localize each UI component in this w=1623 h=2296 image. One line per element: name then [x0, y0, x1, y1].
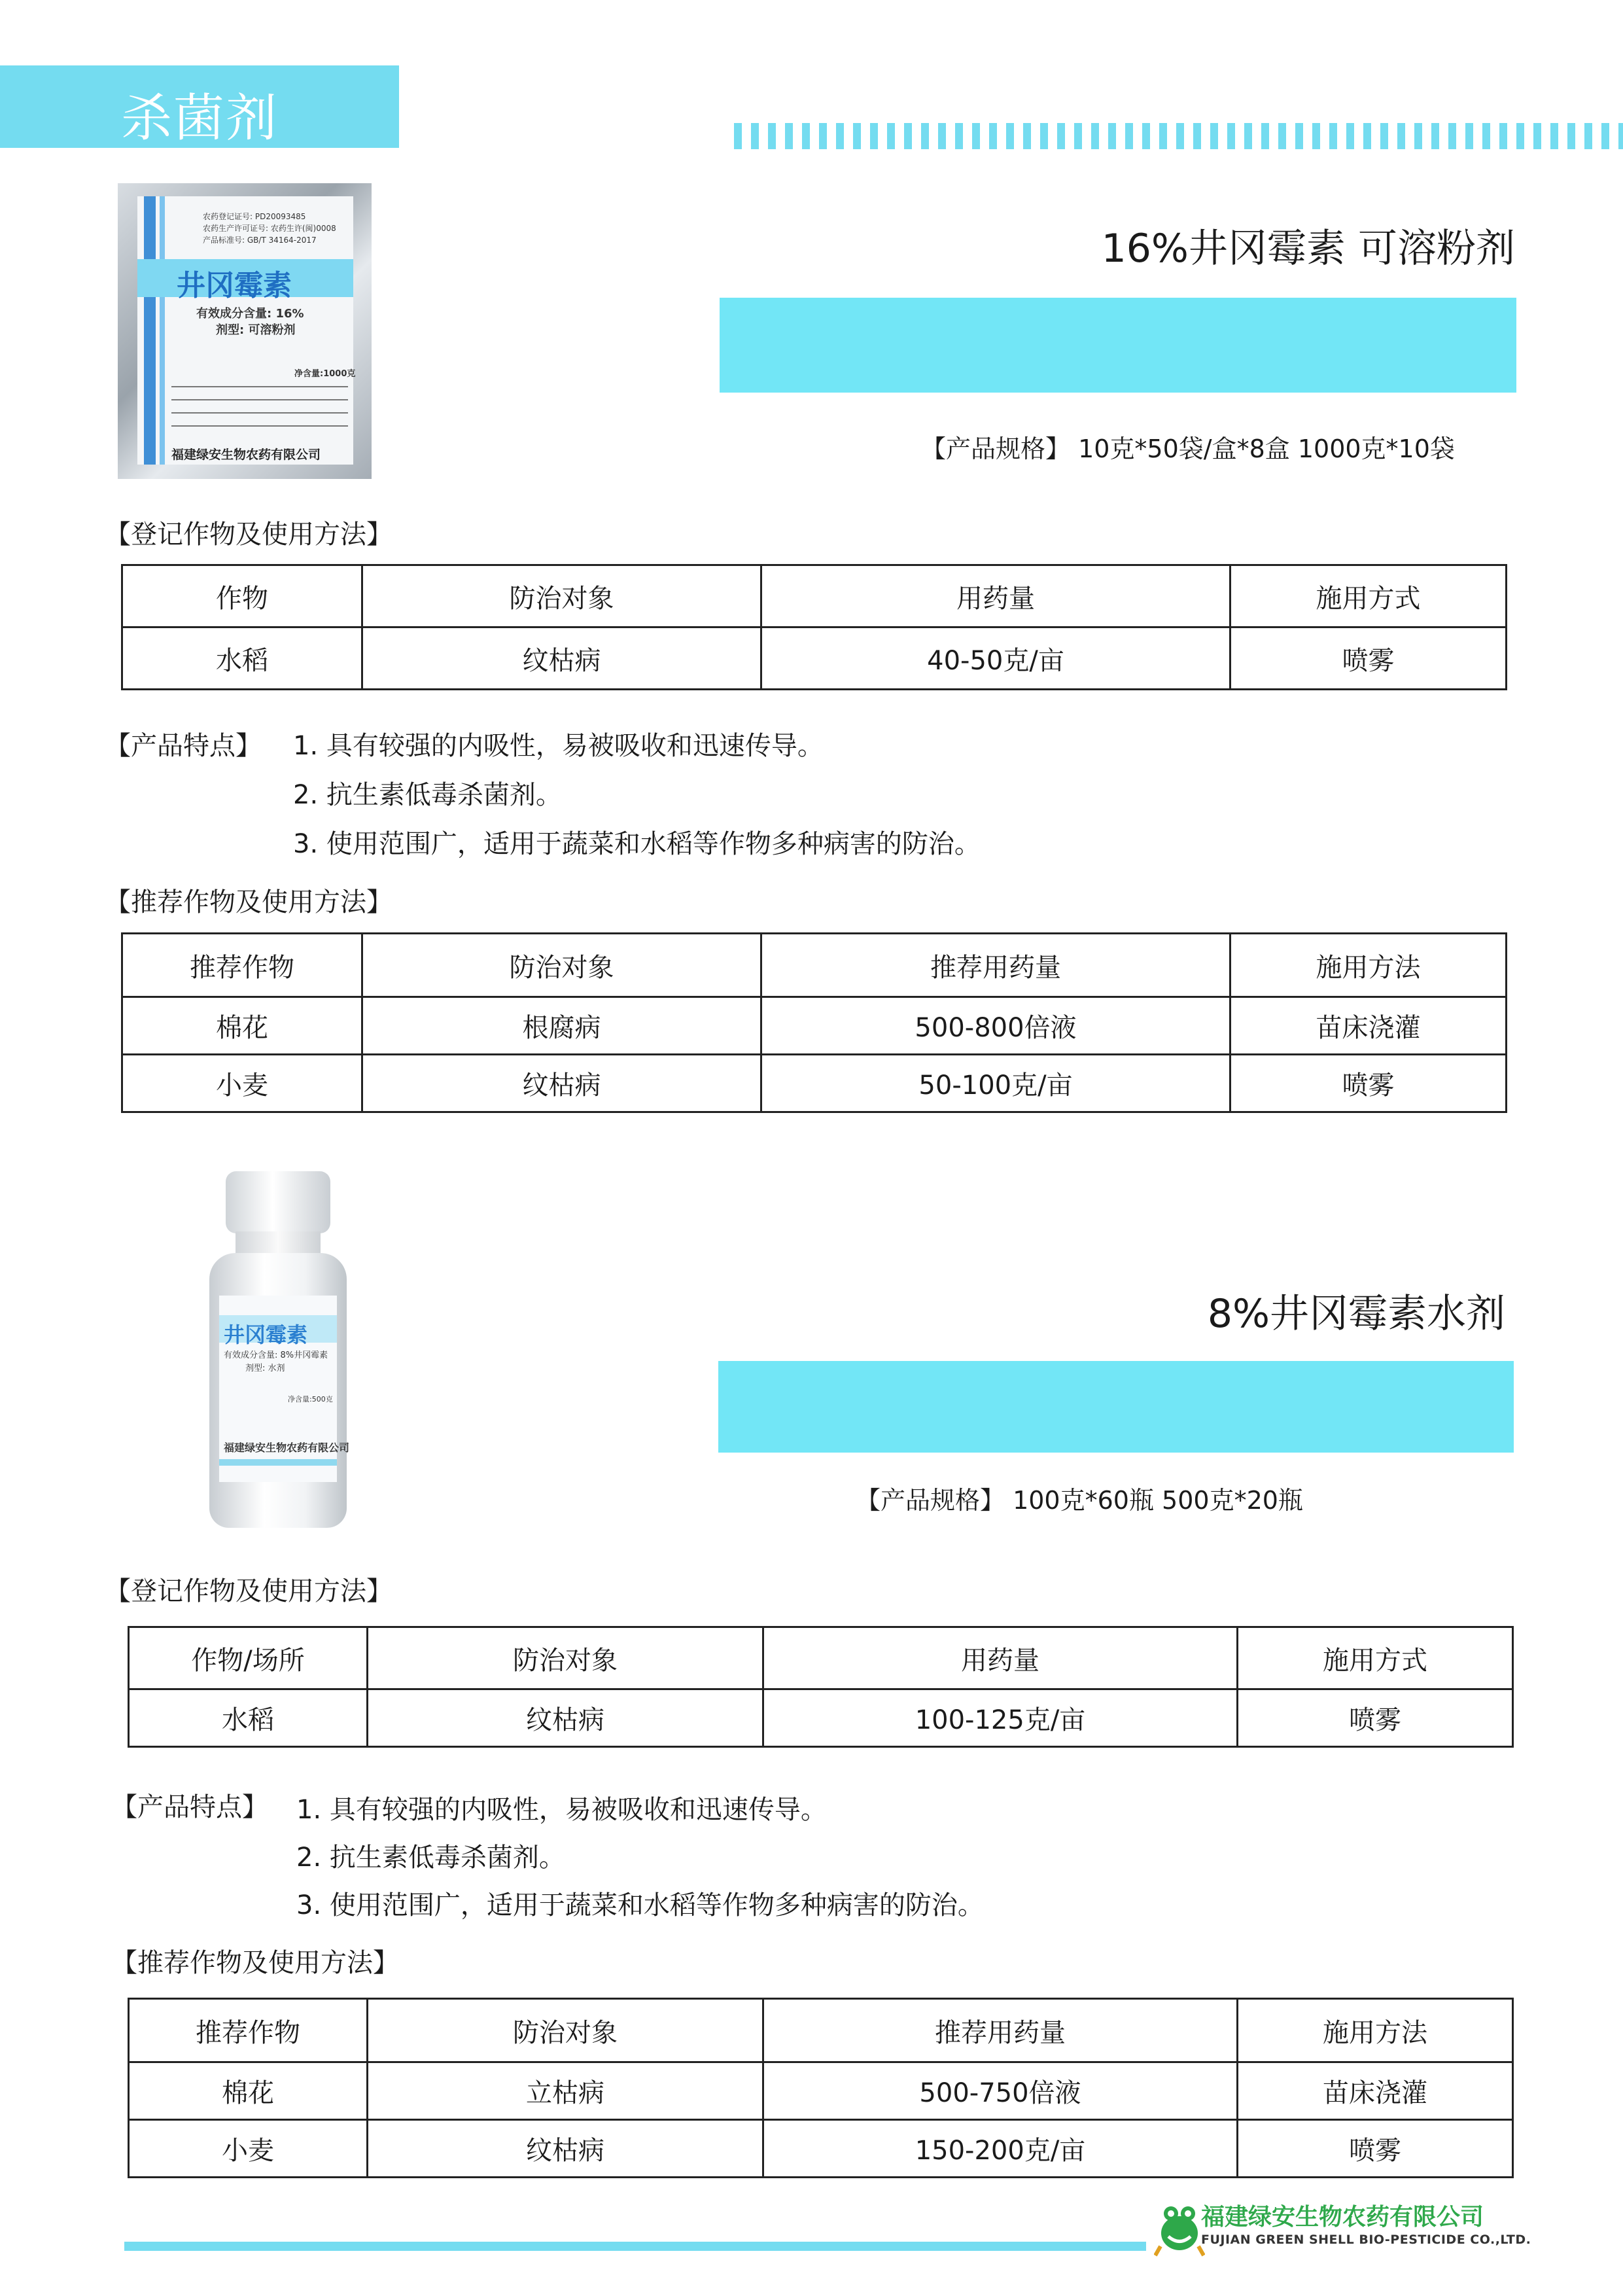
product2-bottle-image: 井冈霉素 有效成分含量: 8%井冈霉素 剂型: 水剂 净含量:500克 福建绿安生物农药有限公司	[209, 1171, 347, 1528]
table-row	[122, 997, 1507, 1055]
product2-rec-label: 【推荐作物及使用方法】	[111, 1948, 399, 1978]
product1-feature-1: 1. 具有较强的内吸性，易被吸收和迅速传导。	[293, 731, 824, 761]
table-cell: 棉花	[122, 997, 362, 1055]
product2-cyan-bar	[718, 1361, 1514, 1453]
table-cell: 500-800倍液	[761, 997, 1230, 1055]
product2-reg-label: 【登记作物及使用方法】	[105, 1576, 393, 1606]
table-header-cell: 推荐作物	[122, 934, 362, 997]
table-cell: 棉花	[129, 2062, 368, 2120]
table-cell: 水稻	[129, 1689, 368, 1747]
table-cell: 苗床浇灌	[1238, 2062, 1513, 2120]
table-cell: 喷雾	[1230, 627, 1507, 690]
bottle-product-name: 井冈霉素	[224, 1322, 308, 1347]
product1-rec-table	[121, 932, 1507, 1113]
table-header-cell: 作物/场所	[129, 1627, 368, 1689]
table-cell: 纹枯病	[362, 1055, 761, 1112]
product1-spec: 【产品规格】 10克*50袋/盒*8盒 1000克*10袋	[921, 434, 1455, 463]
table-row	[122, 1055, 1507, 1112]
company-name-en: FUJIAN GREEN SHELL BIO-PESTICIDE CO.,LTD.	[1201, 2233, 1531, 2247]
product1-reg-label: 【登记作物及使用方法】	[105, 520, 393, 550]
table-header-cell: 防治对象	[368, 1627, 763, 1689]
product1-rec-label: 【推荐作物及使用方法】	[105, 887, 393, 917]
table-header-row	[129, 1999, 1513, 2062]
product2-feature-2: 2. 抗生素低毒杀菌剂。	[296, 1843, 565, 1873]
product1-reg-table	[121, 564, 1507, 690]
company-name-cn: 福建绿安生物农药有限公司	[1201, 2204, 1484, 2231]
table-cell: 喷雾	[1230, 1055, 1507, 1112]
product2-features-label: 【产品特点】	[111, 1792, 268, 1822]
table-cell: 喷雾	[1238, 1689, 1513, 1747]
table-header-cell: 施用方法	[1230, 934, 1507, 997]
package-product-name: 井冈霉素	[177, 269, 292, 302]
table-cell: 40-50克/亩	[761, 627, 1230, 690]
table-cell: 水稻	[122, 627, 362, 690]
table-cell: 小麦	[122, 1055, 362, 1112]
product1-feature-3: 3. 使用范围广，适用于蔬菜和水稻等作物多种病害的防治。	[293, 829, 981, 859]
product1-package-image: 农药登记证号: PD20093485 农药生产许可证号: 农药生许(闽)0008 产品标准号: GB/T 34164-2017 井冈霉素 有效成分含量: 16% 剂型: 可溶粉剂 净含量:1000克 福建绿安生物农药有限公司	[118, 183, 372, 479]
table-header-cell: 用药量	[763, 1627, 1238, 1689]
table-header-cell: 推荐用药量	[763, 1999, 1238, 2062]
table-cell: 喷雾	[1238, 2120, 1513, 2178]
table-header-cell: 防治对象	[362, 565, 761, 627]
product2-title: 8%井冈霉素水剂	[1207, 1291, 1505, 1337]
table-row	[129, 2120, 1513, 2178]
table-row	[129, 2062, 1513, 2120]
table-header-cell: 防治对象	[362, 934, 761, 997]
product1-feature-2: 2. 抗生素低毒杀菌剂。	[293, 780, 562, 810]
table-header-row	[129, 1627, 1513, 1689]
table-cell: 小麦	[129, 2120, 368, 2178]
table-cell: 立枯病	[368, 2062, 763, 2120]
product1-features-label: 【产品特点】	[105, 731, 262, 761]
table-row	[122, 627, 1507, 690]
product2-rec-table	[128, 1998, 1514, 2178]
table-header-cell: 施用方式	[1238, 1627, 1513, 1689]
table-header-cell: 施用方式	[1230, 565, 1507, 627]
table-cell: 纹枯病	[362, 627, 761, 690]
table-header-row	[122, 934, 1507, 997]
table-cell: 纹枯病	[368, 2120, 763, 2178]
product2-spec: 【产品规格】 100克*60瓶 500克*20瓶	[856, 1486, 1303, 1515]
table-cell: 150-200克/亩	[763, 2120, 1238, 2178]
product2-reg-table	[128, 1626, 1514, 1748]
table-header-cell: 用药量	[761, 565, 1230, 627]
table-cell: 纹枯病	[368, 1689, 763, 1747]
table-header-row	[122, 565, 1507, 627]
product1-title: 16%井冈霉素 可溶粉剂	[1101, 226, 1515, 272]
table-header-cell: 防治对象	[368, 1999, 763, 2062]
table-header-cell: 施用方法	[1238, 1999, 1513, 2062]
company-logo-icon	[1154, 2200, 1205, 2257]
footer-divider	[124, 2242, 1146, 2251]
table-cell: 根腐病	[362, 997, 761, 1055]
table-cell: 50-100克/亩	[761, 1055, 1230, 1112]
table-header-cell: 推荐用药量	[761, 934, 1230, 997]
product2-feature-1: 1. 具有较强的内吸性，易被吸收和迅速传导。	[296, 1795, 827, 1825]
table-cell: 苗床浇灌	[1230, 997, 1507, 1055]
table-header-cell: 推荐作物	[129, 1999, 368, 2062]
header-stripe-divider	[734, 123, 1623, 149]
product1-cyan-bar	[720, 298, 1516, 393]
package-maker: 福建绿安生物农药有限公司	[171, 448, 321, 462]
category-tab	[0, 65, 399, 148]
table-row	[129, 1689, 1513, 1747]
table-header-cell: 作物	[122, 565, 362, 627]
product2-feature-3: 3. 使用范围广，适用于蔬菜和水稻等作物多种病害的防治。	[296, 1890, 984, 1920]
table-cell: 100-125克/亩	[763, 1689, 1238, 1747]
category-title: 杀菌剂	[121, 89, 279, 148]
table-cell: 500-750倍液	[763, 2062, 1238, 2120]
